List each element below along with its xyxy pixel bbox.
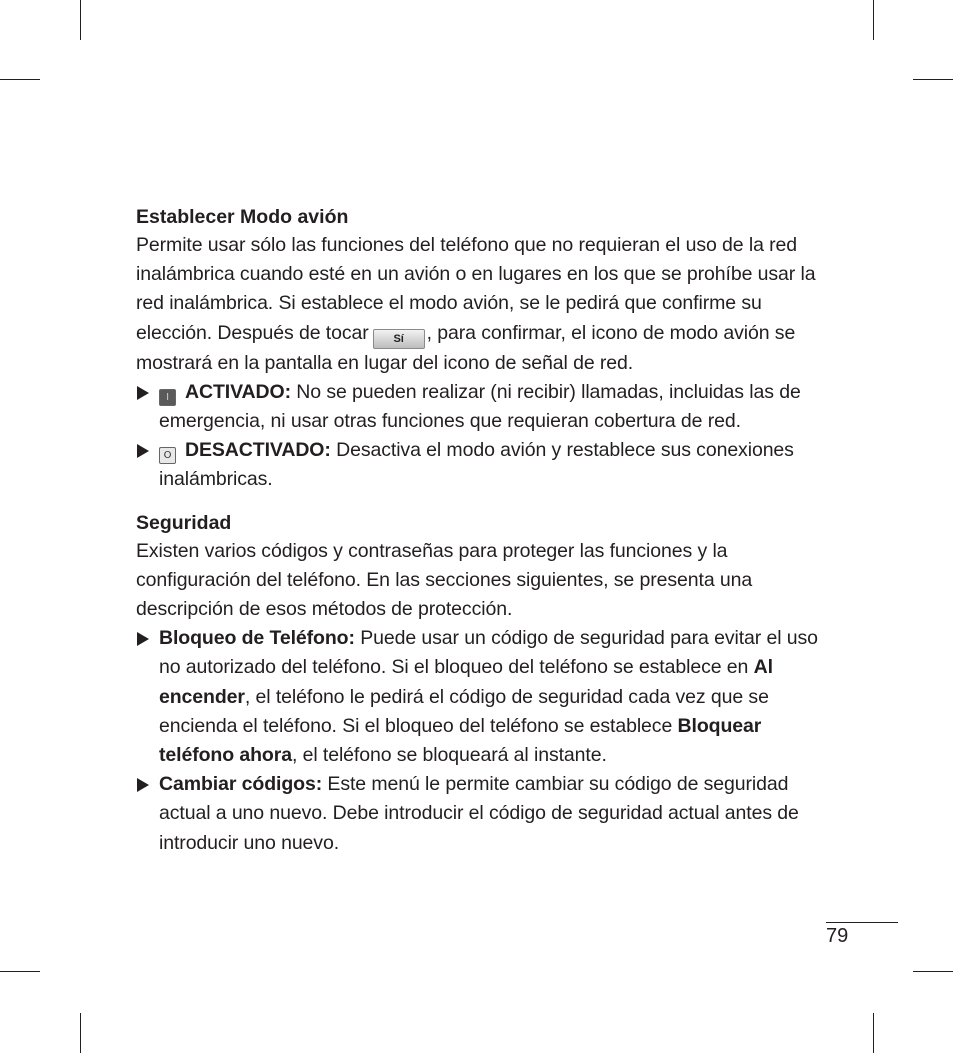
bullet-arrow-icon xyxy=(137,386,149,400)
crop-mark xyxy=(873,0,874,40)
crop-mark xyxy=(80,1013,81,1053)
bullet-activated: I ACTIVADO: No se pueden realizar (ni recibir) llamadas, incluidas las de emergencia, ni usar otras funciones que requieran cobertura de red. xyxy=(136,378,826,436)
crop-mark xyxy=(873,1013,874,1053)
bullet-arrow-icon xyxy=(137,632,149,646)
bullet-arrow-icon xyxy=(137,778,149,792)
bullet-arrow-icon xyxy=(137,444,149,458)
page-content xyxy=(136,203,826,858)
security-description: Existen varios códigos y contraseñas para proteger las funciones y la configuración del teléfono. En las secciones siguientes, se presenta una descripción de esos métodos de protección. xyxy=(136,539,753,621)
bullet-phone-lock: Bloqueo de Teléfono: Puede usar un código de seguridad para evitar el uso no autorizado del teléfono. Si el bloqueo del teléfono se establece en Al encender, el teléfono le pedirá el código de seguridad cada vez que se encienda el teléfono. Si el bloqueo del teléfono se establece Bloquear teléfono ahora, el teléfono se bloqueará al instante. xyxy=(136,624,826,770)
yes-button-image: Sí xyxy=(373,329,425,349)
crop-mark xyxy=(0,79,40,80)
crop-mark xyxy=(80,0,81,40)
crop-mark xyxy=(913,971,953,972)
airplane-mode-description: Permite usar sólo las funciones del teléfono que no requieran el uso de la red inalámbrica cuando esté en un avión o en lugares en los que se prohíbe usar la red inalámbrica. Si establece el modo avión, se le pedirá que confirme su elección. Después de tocar Sí , para confirmar, el icono de modo avión se mostrará en la pantalla en lugar del icono de señal de red. xyxy=(136,234,816,374)
crop-mark xyxy=(913,79,953,80)
section-title-airplane-mode: Establecer Modo avión xyxy=(136,206,349,228)
section-title-security: Seguridad xyxy=(136,511,232,534)
page-number-rule xyxy=(826,922,898,923)
page-number: 79 xyxy=(826,925,849,947)
airplane-off-icon: O xyxy=(159,447,176,464)
airplane-on-icon: I xyxy=(159,389,176,406)
crop-mark xyxy=(0,971,40,972)
bullet-deactivated: O DESACTIVADO: Desactiva el modo avión y restablece sus conexiones inalámbricas. xyxy=(136,436,826,494)
bullet-change-codes: Cambiar códigos: Este menú le permite cambiar su código de seguridad actual a uno nuevo. Debe introducir el código de seguridad actual antes de introducir uno nuevo. xyxy=(136,770,826,858)
